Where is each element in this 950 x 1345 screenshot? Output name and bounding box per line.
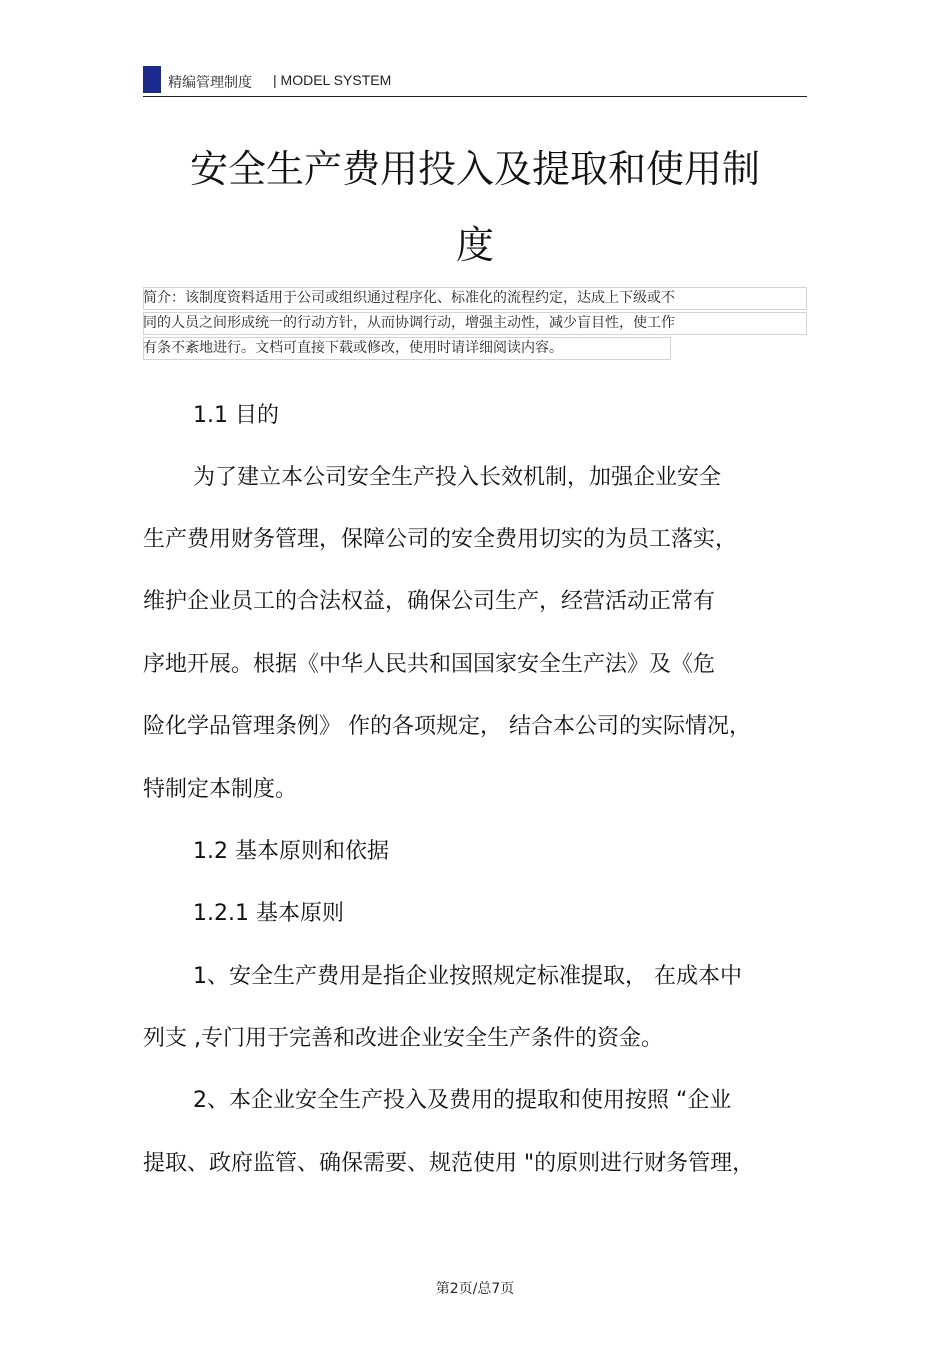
paragraph-line: 生产费用财务管理，保障公司的安全费用切实的为员工落实， [143,527,738,552]
document-title-line-1: 安全生产费用投入及提取和使用制 [189,147,760,191]
document-title-line-2: 度 [455,223,494,267]
paragraph-line: 提取、政府监管、确保需要、规范使用 "的原则进行财务管理， [143,1151,755,1176]
paragraph-line: 为了建立本公司安全生产投入长效机制，加强企业安全 [193,465,722,490]
paragraph-line: 险化学品管理条例》 作的各项规定， 结合本公司的实际情况， [143,714,751,739]
page-header [143,66,807,97]
paragraph-line: 1、安全生产费用是指企业按照规定标准提取， 在成本中 [193,964,742,989]
page-number: 第2页/总7页 [435,1281,515,1297]
paragraph-line: 列支 ,专门用于完善和改进企业安全生产条件的资金。 [143,1026,663,1051]
intro-line-2: 同的人员之间形成统一的行动方针，从而协调行动，增强主动性，减少盲目性，使工作 [143,315,675,331]
paragraph-line: 特制定本制度。 [143,777,298,802]
section-heading-1-2-1: 1.2.1 基本原则 [193,901,344,926]
section-heading-1-2: 1.2 基本原则和依据 [193,839,389,864]
intro-line-3: 有条不紊地进行。文档可直接下载或修改，使用时请详细阅读内容。 [143,340,563,356]
paragraph-line: 2、本企业安全生产投入及费用的提取和使用按照 “企业 [193,1088,732,1113]
logo-icon [143,66,161,93]
header-brand: 精编管理制度 [168,75,252,91]
paragraph-line: 维护企业员工的合法权益，确保公司生产，经营活动正常有 [143,589,716,614]
header-model-system: | MODEL SYSTEM [273,72,392,88]
paragraph-line: 序地开展。根据《中华人民共和国国家安全生产法》及《危 [143,652,716,677]
intro-line-1: 简介：该制度资料适用于公司或组织通过程序化、标准化的流程约定，达成上下级或不 [143,290,675,306]
section-heading-1-1: 1.1 目的 [193,403,279,428]
